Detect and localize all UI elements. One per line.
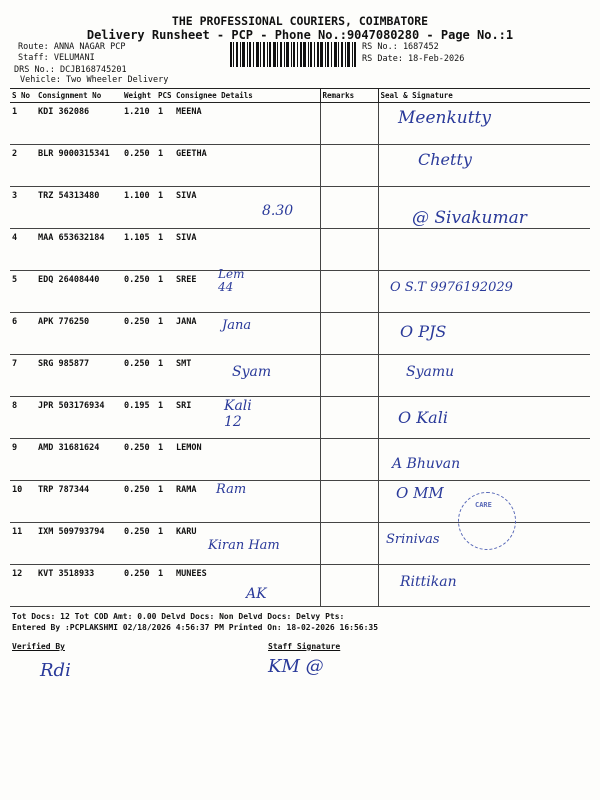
col-seal-signature: Seal & Signature [378,89,590,103]
pcs-cell: 1 [156,313,174,355]
sno-cell: 8 [10,397,36,439]
sno-cell: 11 [10,523,36,565]
totals-line: Tot Docs: 12 Tot COD Amt: 0.00 Delvd Docs: Non Delvd Docs: Delvy Pts: [12,612,345,621]
pcs-cell: 1 [156,523,174,565]
handwritten-signature: O S.T 9976192029 [390,280,513,295]
consignee-cell: KARU [174,523,320,565]
runsheet-title: Delivery Runsheet - PCP - Phone No.:9047080280 - Page No.:1 [86,28,514,42]
handwritten-note: Kali 12 [224,398,252,430]
handwritten-signature: Meenkutty [398,108,491,128]
handwritten-note: 8.30 [262,203,294,219]
drs-number: DRS No.: DCJB168745201 [14,65,127,75]
rs-number: RS No.: 1687452 [362,42,439,52]
weight-cell: 0.250 [122,565,156,607]
sno-cell: 3 [10,187,36,229]
sno-cell: 5 [10,271,36,313]
seal-signature-cell [378,229,590,271]
weight-cell: 0.250 [122,439,156,481]
consignment-cell: TRP 787344 [36,481,122,523]
weight-cell: 0.250 [122,271,156,313]
sno-cell: 4 [10,229,36,271]
table-row [10,229,590,271]
pcs-cell: 1 [156,229,174,271]
consignee-cell: JANA [174,313,320,355]
remarks-cell [320,313,378,355]
handwritten-note: AK [246,586,267,602]
pcs-cell: 1 [156,145,174,187]
handwritten-note: Kiran Ham [208,538,280,553]
verified-by-label: Verified By [12,642,65,651]
pcs-cell: 1 [156,439,174,481]
table-row [10,313,590,355]
consignment-cell: MAA 653632184 [36,229,122,271]
handwritten-signature: Srinivas [386,532,440,547]
vehicle-label: Vehicle: Two Wheeler Delivery [20,75,169,85]
sno-cell: 9 [10,439,36,481]
col-remarks: Remarks [320,89,378,103]
consignee-cell: SIVA [174,187,320,229]
handwritten-note: Jana [222,318,252,333]
remarks-cell [320,355,378,397]
consignee-cell: MUNEES [174,565,320,607]
company-name: THE PROFESSIONAL COURIERS, COIMBATORE [171,14,429,28]
consignee-cell: RAMA [174,481,320,523]
consignment-cell: JPR 503176934 [36,397,122,439]
sno-cell: 10 [10,481,36,523]
weight-cell: 0.195 [122,397,156,439]
handwritten-signature: A Bhuvan [392,456,461,472]
remarks-cell [320,565,378,607]
consignment-cell: KVT 3518933 [36,565,122,607]
handwritten-note: Syam [232,364,272,380]
table-row [10,397,590,439]
handwritten-signature: O Kali [398,408,448,427]
table-header-row [10,89,590,103]
pcs-cell: 1 [156,397,174,439]
handwritten-signature: Syamu [406,364,455,380]
col-sno: S No [10,89,36,103]
entered-by-line: Entered By :PCPLAKSHMI 02/18/2026 4:56:37 PM Printed On: 18-02-2026 16:56:35 [12,623,379,632]
handwritten-note: Lem 44 [218,267,245,294]
pcs-cell: 1 [156,187,174,229]
verifier-signature: Rdi [40,660,71,681]
sno-cell: 1 [10,103,36,145]
handwritten-note: Ram [216,482,247,497]
weight-cell: 0.250 [122,523,156,565]
col-consignee: Consignee Details [174,89,320,103]
weight-cell: 0.250 [122,355,156,397]
consignee-cell: SIVA [174,229,320,271]
route-label: Route: ANNA NAGAR PCP [18,42,126,52]
consignee-cell: LEMON [174,439,320,481]
pcs-cell: 1 [156,103,174,145]
consignee-cell: GEETHA [174,145,320,187]
table-row [10,145,590,187]
remarks-cell [320,145,378,187]
remarks-cell [320,229,378,271]
pcs-cell: 1 [156,565,174,607]
remarks-cell [320,271,378,313]
weight-cell: 1.100 [122,187,156,229]
col-pcs: PCS [156,89,174,103]
pcs-cell: 1 [156,355,174,397]
consignee-cell: MEENA [174,103,320,145]
pcs-cell: 1 [156,481,174,523]
consignment-cell: SRG 985877 [36,355,122,397]
consignment-cell: BLR 9000315341 [36,145,122,187]
consignment-cell: APK 776250 [36,313,122,355]
table-row [10,565,590,607]
consignment-cell: IXM 509793794 [36,523,122,565]
sno-cell: 12 [10,565,36,607]
sno-cell: 6 [10,313,36,355]
col-consignment: Consignment No [36,89,122,103]
barcode-image [230,42,356,67]
handwritten-signature: @ Sivakumar [412,208,527,228]
consignment-cell: EDQ 26408440 [36,271,122,313]
table-row [10,103,590,145]
pcs-cell: 1 [156,271,174,313]
seal-signature-cell [378,145,590,187]
consignee-cell: SMT [174,355,320,397]
table-row [10,355,590,397]
remarks-cell [320,481,378,523]
remarks-cell [320,439,378,481]
weight-cell: 0.250 [122,145,156,187]
sno-cell: 7 [10,355,36,397]
handwritten-signature: Rittikan [400,574,457,590]
table-row [10,439,590,481]
remarks-cell [320,187,378,229]
staff-label: Staff: VELUMANI [18,53,95,63]
sno-cell: 2 [10,145,36,187]
consignee-cell: SREE [174,271,320,313]
remarks-cell [320,523,378,565]
weight-cell: 0.250 [122,481,156,523]
consignee-cell: SRI [174,397,320,439]
consignment-cell: TRZ 54313480 [36,187,122,229]
courier-stamp [458,492,516,550]
weight-cell: 0.250 [122,313,156,355]
rs-date: RS Date: 18-Feb-2026 [362,54,465,64]
col-weight: Weight [122,89,156,103]
handwritten-signature: O MM [396,484,444,502]
staff-signature-label: Staff Signature [268,642,341,651]
remarks-cell [320,397,378,439]
stamp-text: CARE [475,501,492,509]
remarks-cell [320,103,378,145]
handwritten-signature: O PJS [400,322,447,341]
consignment-cell: AMD 31681624 [36,439,122,481]
staff-signature: KM @ [268,656,324,677]
consignment-cell: KDI 362086 [36,103,122,145]
handwritten-signature: Chetty [418,150,472,169]
weight-cell: 1.210 [122,103,156,145]
weight-cell: 1.105 [122,229,156,271]
